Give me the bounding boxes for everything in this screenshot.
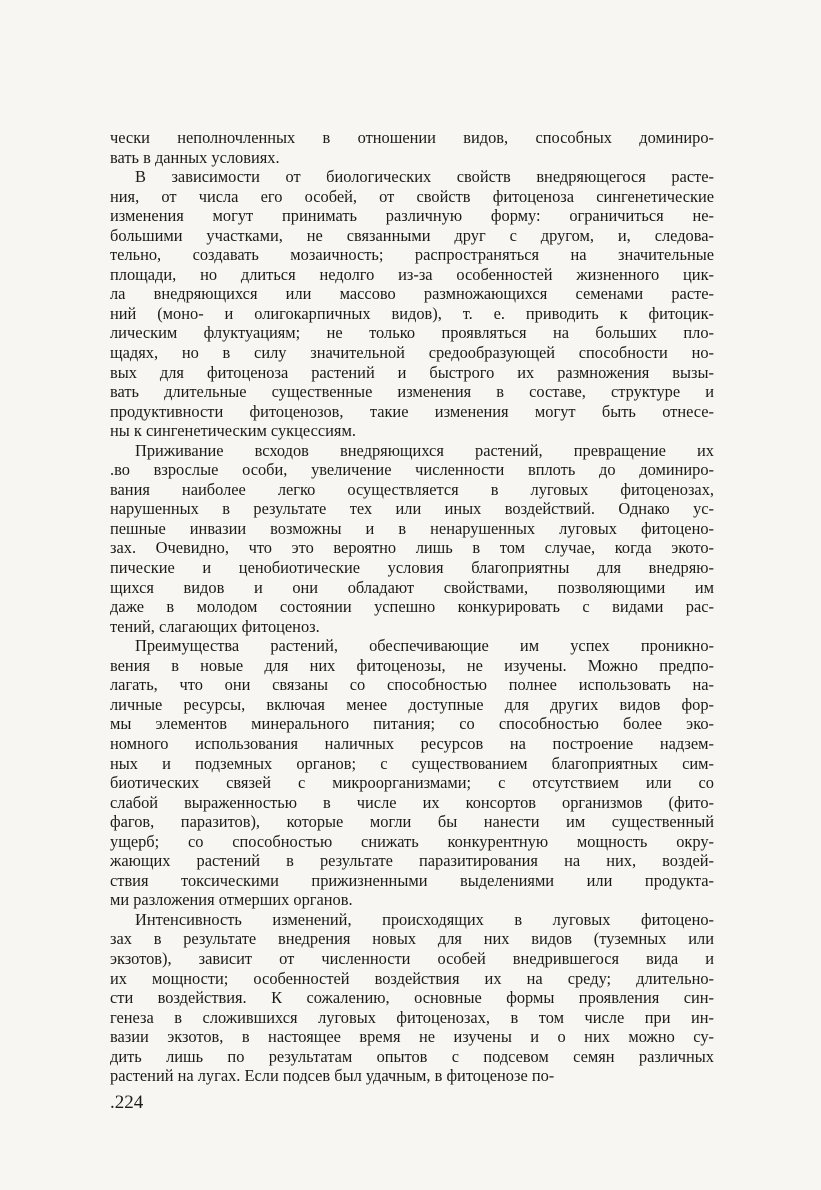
text-line: растений на лугах. Если подсев был удачным, в фитоценозе по- [110, 1066, 555, 1086]
text-line: ных и подземных органов; с существованием благоприятных сим- [110, 753, 714, 773]
text-line: тельно, создавать мозаичность; распространяться на значительные [110, 245, 714, 265]
text-line: ны к сингенетическим сукцессиям. [110, 421, 356, 441]
text-line: В зависимости от биологических свойств внедряющегося расте- [135, 167, 714, 187]
text-line: лическим флуктуациям; не только проявляться на больших пло- [110, 323, 714, 343]
text-line: ущерб; со способностью снижать конкурентную мощность окру- [110, 831, 714, 851]
text-line: щадях, но в силу значительной средообразующей способности но- [110, 343, 714, 363]
text-line: пешные инвазии возможны и в ненарушенных луговых фитоцено- [110, 518, 714, 538]
body-text [110, 128, 714, 1086]
paragraph [110, 910, 714, 1086]
text-line: фагов, паразитов), которые могли бы нанести им существенный [110, 812, 714, 832]
text-line: мы элементов минерального питания; со способностью более эко- [110, 714, 714, 734]
text-line: ствия токсическими прижизненными выделениями или продукта- [110, 870, 714, 890]
text-line: жающих растений в результате паразитирования на них, воздей- [110, 851, 714, 871]
text-line: генеза в сложившихся луговых фитоценозах, в том числе при ин- [110, 1007, 714, 1027]
text-line: личные ресурсы, включая менее доступные для других видов фор- [110, 694, 714, 714]
text-line: вать длительные существенные изменения в составе, структуре и [110, 382, 714, 402]
text-line: ний (моно- и олигокарпичных видов), т. е. приводить к фитоцик- [110, 303, 714, 323]
text-line: сти воздействия. К сожалению, основные формы проявления син- [110, 988, 714, 1008]
text-line: площади, но длиться недолго из-за особенностей жизненного цик- [110, 264, 714, 284]
text-line: номного использования наличных ресурсов на построение надзем- [110, 733, 714, 753]
text-line: дить лишь по результатам опытов с подсевом семян различных [110, 1046, 714, 1066]
paragraph [110, 167, 714, 441]
paragraph [110, 636, 714, 910]
text-line: большими участками, не связанными друг с другом, и, следова- [110, 225, 714, 245]
text-line: щихся видов и они обладают свойствами, позволяющими им [110, 577, 714, 597]
text-line: Приживание всходов внедряющихся растений, превращение их [135, 440, 714, 460]
text-line: Преимущества растений, обеспечивающие им успех проникно- [135, 636, 714, 656]
text-line: лагать, что они связаны со способностью полнее использовать на- [110, 675, 714, 695]
text-line: пические и ценобиотические условия благоприятны для внедряю- [110, 558, 714, 578]
text-line: слабой выраженностью в числе их консортов организмов (фито- [110, 792, 714, 812]
text-line: изменения могут принимать различную форму: ограничиться не- [110, 206, 714, 226]
paragraph [110, 128, 714, 167]
text-line: экзотов), зависит от численности особей внедрившегося вида и [110, 948, 714, 968]
text-line: Интенсивность изменений, происходящих в луговых фитоцено- [135, 909, 714, 929]
text-line: нарушенных в результате тех или иных воздействий. Однако ус- [110, 499, 714, 519]
text-line: ми разложения отмерших органов. [110, 890, 353, 910]
text-line: .во взрослые особи, увеличение численности вплоть до доминиро- [110, 460, 714, 480]
text-line: их мощности; особенностей воздействия их на среду; длительно- [110, 968, 714, 988]
text-line: вых для фитоценоза растений и быстрого их размножения вызы- [110, 362, 714, 382]
text-line: вения в новые для них фитоценозы, не изучены. Можно предпо- [110, 655, 714, 675]
text-line: зах. Очевидно, что это вероятно лишь в том случае, когда экото- [110, 538, 714, 558]
text-line: вания наиболее легко осуществляется в луговых фитоценозах, [110, 479, 714, 499]
text-line: даже в молодом состоянии успешно конкурировать с видами рас- [110, 597, 714, 617]
text-line: биотических связей с микроорганизмами; с отсутствием или со [110, 773, 714, 793]
page-number: .224 [110, 1092, 144, 1113]
text-line: ла внедряющихся или массово размножающихся семенами расте- [110, 284, 714, 304]
text-line: зах в результате внедрения новых для них видов (туземных или [110, 929, 714, 949]
text-line: продуктивности фитоценозов, такие изменения могут быть отнесе- [110, 401, 714, 421]
text-line: ния, от числа его особей, от свойств фитоценоза сингенетические [110, 186, 714, 206]
text-line: вать в данных условиях. [110, 147, 280, 167]
text-line: вазии экзотов, в настоящее время не изучены и о них можно су- [110, 1027, 714, 1047]
paragraph [110, 441, 714, 636]
text-line: чески неполночленных в отношении видов, способных доминиро- [110, 128, 714, 147]
text-line: тений, слагающих фитоценоз. [110, 616, 320, 636]
